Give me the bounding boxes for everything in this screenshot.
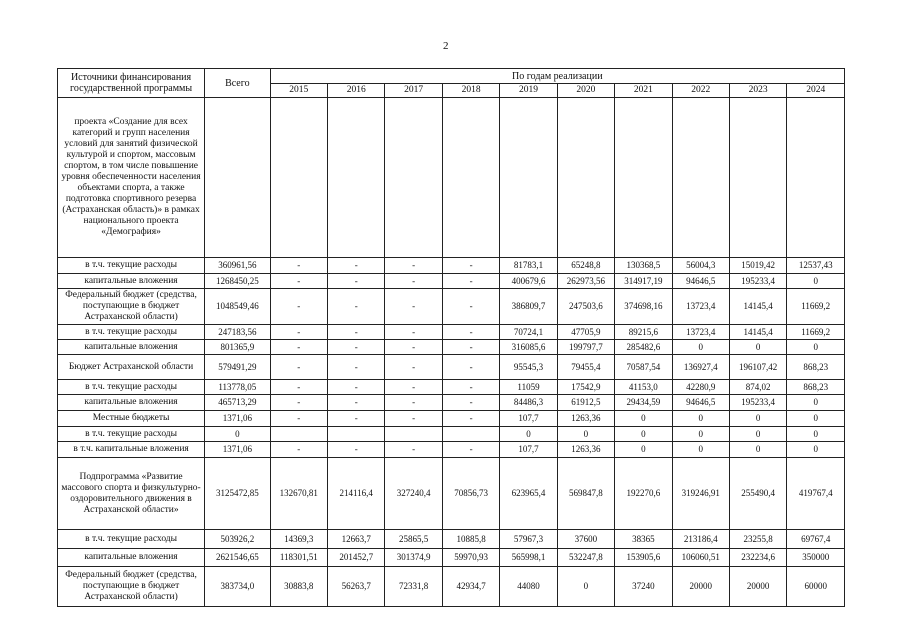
cell-year-value: -	[385, 380, 442, 395]
cell-year-value: -	[385, 395, 442, 411]
cell-year-value: -	[270, 340, 327, 355]
cell-year-value: 285482,6	[615, 340, 672, 355]
cell-total: 0	[205, 427, 270, 442]
table-row	[58, 340, 845, 355]
table-row	[58, 567, 845, 607]
cell-total: 579491,29	[205, 355, 270, 380]
cell-year-value: 42280,9	[672, 380, 729, 395]
cell-year-value: 107,7	[500, 411, 557, 427]
cell-year-value: 565998,1	[500, 549, 557, 567]
cell-year-value: 13723,4	[672, 289, 729, 325]
cell-year-value: 84486,3	[500, 395, 557, 411]
cell-year-value: -	[385, 325, 442, 340]
cell-year-value: -	[385, 355, 442, 380]
cell-year-value	[328, 98, 385, 258]
cell-year-value: 301374,9	[385, 549, 442, 567]
cell-year-value: 60000	[787, 567, 845, 607]
cell-year-value: 0	[787, 427, 845, 442]
cell-year-value: 386809,7	[500, 289, 557, 325]
cell-year-value: -	[328, 380, 385, 395]
cell-year-value: 29434,59	[615, 395, 672, 411]
row-label: в т.ч. текущие расходы	[58, 258, 205, 274]
cell-year-value	[385, 427, 442, 442]
cell-year-value: 262973,56	[557, 274, 614, 289]
cell-year-value: -	[385, 274, 442, 289]
cell-year-value: -	[328, 411, 385, 427]
cell-year-value	[328, 427, 385, 442]
cell-year-value	[270, 427, 327, 442]
cell-year-value: 56263,7	[328, 567, 385, 607]
cell-year-value: 316085,6	[500, 340, 557, 355]
cell-year-value: 44080	[500, 567, 557, 607]
cell-total: 503926,2	[205, 530, 270, 549]
cell-year-value: -	[385, 340, 442, 355]
table-row	[58, 289, 845, 325]
cell-year-value: 94646,5	[672, 274, 729, 289]
cell-year-value: 11669,2	[787, 325, 845, 340]
cell-year-value: 10885,8	[442, 530, 499, 549]
header-year: 2022	[672, 84, 729, 98]
cell-year-value	[385, 98, 442, 258]
cell-year-value: -	[385, 442, 442, 458]
cell-year-value: 23255,8	[729, 530, 786, 549]
cell-year-value: 0	[729, 442, 786, 458]
cell-year-value: 15019,42	[729, 258, 786, 274]
cell-year-value: 214116,4	[328, 458, 385, 530]
table-row	[58, 380, 845, 395]
table-row	[58, 411, 845, 427]
cell-year-value: 70856,73	[442, 458, 499, 530]
cell-year-value: -	[270, 258, 327, 274]
cell-year-value: 0	[787, 340, 845, 355]
cell-year-value: 37240	[615, 567, 672, 607]
cell-year-value: -	[270, 442, 327, 458]
cell-year-value: 350000	[787, 549, 845, 567]
cell-year-value: 874,02	[729, 380, 786, 395]
cell-year-value	[615, 98, 672, 258]
cell-year-value: 319246,91	[672, 458, 729, 530]
header-year: 2018	[442, 84, 499, 98]
cell-year-value: 130368,5	[615, 258, 672, 274]
cell-year-value: -	[385, 289, 442, 325]
cell-total: 247183,56	[205, 325, 270, 340]
cell-year-value: 12537,43	[787, 258, 845, 274]
cell-year-value: 195233,4	[729, 274, 786, 289]
row-label: в т.ч. текущие расходы	[58, 325, 205, 340]
row-label: Бюджет Астраханской области	[58, 355, 205, 380]
cell-total: 3125472,85	[205, 458, 270, 530]
cell-year-value: 213186,4	[672, 530, 729, 549]
row-label: капитальные вложения	[58, 340, 205, 355]
cell-year-value: 868,23	[787, 380, 845, 395]
table-row	[58, 274, 845, 289]
header-year: 2016	[328, 84, 385, 98]
cell-year-value: 72331,8	[385, 567, 442, 607]
row-label: капитальные вложения	[58, 274, 205, 289]
cell-year-value: -	[328, 289, 385, 325]
cell-total: 1048549,46	[205, 289, 270, 325]
cell-year-value: 59970,93	[442, 549, 499, 567]
cell-year-value: -	[442, 395, 499, 411]
cell-year-value: -	[270, 289, 327, 325]
cell-year-value: -	[442, 325, 499, 340]
header-year: 2021	[615, 84, 672, 98]
cell-total: 360961,56	[205, 258, 270, 274]
cell-year-value: 25865,5	[385, 530, 442, 549]
header-year: 2024	[787, 84, 845, 98]
cell-year-value: 232234,6	[729, 549, 786, 567]
cell-total: 383734,0	[205, 567, 270, 607]
cell-year-value: 38365	[615, 530, 672, 549]
cell-year-value: 0	[615, 442, 672, 458]
row-label: Местные бюджеты	[58, 411, 205, 427]
cell-year-value: -	[442, 274, 499, 289]
cell-year-value	[729, 98, 786, 258]
cell-year-value: 192270,6	[615, 458, 672, 530]
cell-year-value: -	[328, 258, 385, 274]
cell-year-value: -	[442, 258, 499, 274]
cell-year-value: 79455,4	[557, 355, 614, 380]
cell-year-value: 532247,8	[557, 549, 614, 567]
row-label: капитальные вложения	[58, 549, 205, 567]
table-row	[58, 395, 845, 411]
cell-year-value: 195233,4	[729, 395, 786, 411]
cell-year-value: 20000	[729, 567, 786, 607]
cell-year-value: 0	[672, 442, 729, 458]
cell-year-value: -	[270, 325, 327, 340]
table-row	[58, 530, 845, 549]
row-label: капитальные вложения	[58, 395, 205, 411]
cell-total: 2621546,65	[205, 549, 270, 567]
cell-total: 801365,9	[205, 340, 270, 355]
cell-year-value: 81783,1	[500, 258, 557, 274]
cell-year-value: -	[385, 411, 442, 427]
cell-year-value	[270, 98, 327, 258]
cell-year-value: 94646,5	[672, 395, 729, 411]
cell-year-value: 0	[787, 442, 845, 458]
cell-year-value: 14369,3	[270, 530, 327, 549]
cell-year-value: 247503,6	[557, 289, 614, 325]
cell-year-value: 70587,54	[615, 355, 672, 380]
cell-year-value: 0	[787, 411, 845, 427]
cell-year-value: 106060,51	[672, 549, 729, 567]
cell-year-value	[500, 98, 557, 258]
table-row	[58, 258, 845, 274]
cell-year-value	[442, 98, 499, 258]
cell-year-value: 569847,8	[557, 458, 614, 530]
table-row	[58, 355, 845, 380]
cell-year-value: 0	[557, 567, 614, 607]
cell-year-value: 199797,7	[557, 340, 614, 355]
cell-year-value: 89215,6	[615, 325, 672, 340]
cell-year-value: 14145,4	[729, 289, 786, 325]
cell-year-value: 14145,4	[729, 325, 786, 340]
cell-year-value: 0	[729, 340, 786, 355]
cell-year-value: 69767,4	[787, 530, 845, 549]
header-source: Источники финансирования государственной программы	[58, 69, 205, 98]
cell-year-value	[787, 98, 845, 258]
cell-year-value: -	[328, 274, 385, 289]
cell-year-value: 327240,4	[385, 458, 442, 530]
cell-year-value: -	[328, 442, 385, 458]
cell-year-value: 255490,4	[729, 458, 786, 530]
cell-year-value: 0	[500, 427, 557, 442]
header-year: 2019	[500, 84, 557, 98]
cell-total	[205, 98, 270, 258]
table-row	[58, 325, 845, 340]
cell-year-value: -	[442, 442, 499, 458]
cell-year-value: 56004,3	[672, 258, 729, 274]
table-row	[58, 549, 845, 567]
cell-year-value: -	[328, 325, 385, 340]
cell-year-value: 118301,51	[270, 549, 327, 567]
cell-year-value: -	[270, 274, 327, 289]
cell-year-value: 20000	[672, 567, 729, 607]
cell-year-value: 0	[672, 411, 729, 427]
cell-year-value: 374698,16	[615, 289, 672, 325]
cell-year-value: 57967,3	[500, 530, 557, 549]
cell-year-value	[442, 427, 499, 442]
cell-year-value: 201452,7	[328, 549, 385, 567]
row-label: проекта «Создание для всех категорий и групп населения условий для занятий физической культурой и спортом, массовым спортом, в том числе повышение уровня обеспеченности населения объектами спорта, а также подготовка спортивного резерва (Астраханская область)» в рамках национального проекта «Демография»	[58, 98, 205, 258]
page-number: 2	[443, 40, 449, 52]
cell-year-value: 0	[615, 427, 672, 442]
cell-year-value: 1263,36	[557, 442, 614, 458]
row-label: в т.ч. текущие расходы	[58, 427, 205, 442]
cell-total: 1371,06	[205, 442, 270, 458]
cell-year-value: 0	[615, 411, 672, 427]
cell-year-value: 95545,3	[500, 355, 557, 380]
cell-year-value: -	[270, 380, 327, 395]
cell-year-value: 0	[787, 395, 845, 411]
cell-year-value: 61912,5	[557, 395, 614, 411]
cell-year-value: 65248,8	[557, 258, 614, 274]
cell-year-value: 70724,1	[500, 325, 557, 340]
header-year: 2015	[270, 84, 327, 98]
cell-total: 1268450,25	[205, 274, 270, 289]
cell-year-value: 0	[787, 274, 845, 289]
cell-year-value: -	[270, 355, 327, 380]
cell-year-value: 314917,19	[615, 274, 672, 289]
cell-year-value: 868,23	[787, 355, 845, 380]
header-year: 2020	[557, 84, 614, 98]
cell-year-value: -	[442, 289, 499, 325]
table-row	[58, 98, 845, 258]
cell-year-value	[557, 98, 614, 258]
row-label: в т.ч. капитальные вложения	[58, 442, 205, 458]
cell-year-value: -	[270, 395, 327, 411]
budget-table	[57, 68, 845, 607]
cell-year-value: -	[442, 380, 499, 395]
cell-year-value: -	[328, 395, 385, 411]
cell-year-value: 12663,7	[328, 530, 385, 549]
cell-year-value: 42934,7	[442, 567, 499, 607]
cell-year-value: 13723,4	[672, 325, 729, 340]
header-years-group: По годам реализации	[270, 69, 844, 84]
row-label: Федеральный бюджет (средства, поступающие в бюджет Астраханской области)	[58, 567, 205, 607]
header-year: 2023	[729, 84, 786, 98]
header-year: 2017	[385, 84, 442, 98]
cell-year-value	[672, 98, 729, 258]
cell-year-value: 153905,6	[615, 549, 672, 567]
cell-year-value: 17542,9	[557, 380, 614, 395]
cell-year-value: 623965,4	[500, 458, 557, 530]
cell-year-value: 1263,36	[557, 411, 614, 427]
cell-year-value: 0	[672, 427, 729, 442]
cell-year-value: 0	[729, 427, 786, 442]
cell-year-value: 196107,42	[729, 355, 786, 380]
row-label: в т.ч. текущие расходы	[58, 380, 205, 395]
cell-year-value: -	[328, 355, 385, 380]
row-label: в т.ч. текущие расходы	[58, 530, 205, 549]
cell-year-value: -	[442, 340, 499, 355]
cell-year-value: 136927,4	[672, 355, 729, 380]
cell-year-value: -	[328, 340, 385, 355]
cell-year-value: 11059	[500, 380, 557, 395]
cell-year-value: 0	[672, 340, 729, 355]
cell-year-value: -	[442, 355, 499, 380]
table-row	[58, 458, 845, 530]
cell-year-value: -	[442, 411, 499, 427]
cell-year-value: 419767,4	[787, 458, 845, 530]
cell-total: 113778,05	[205, 380, 270, 395]
cell-year-value: 37600	[557, 530, 614, 549]
table-row	[58, 442, 845, 458]
header-total: Всего	[205, 69, 270, 98]
cell-year-value: 11669,2	[787, 289, 845, 325]
cell-year-value: 0	[557, 427, 614, 442]
cell-year-value: 47705,9	[557, 325, 614, 340]
cell-total: 1371,06	[205, 411, 270, 427]
row-label: Федеральный бюджет (средства, поступающие в бюджет Астраханской области)	[58, 289, 205, 325]
cell-year-value: -	[385, 258, 442, 274]
cell-year-value: 41153,0	[615, 380, 672, 395]
cell-total: 465713,29	[205, 395, 270, 411]
cell-year-value: 400679,6	[500, 274, 557, 289]
cell-year-value: 0	[729, 411, 786, 427]
cell-year-value: 107,7	[500, 442, 557, 458]
row-label: Подпрограмма «Развитие массового спорта и физкультурно-оздоровительного движения в Астраханской области»	[58, 458, 205, 530]
cell-year-value: 30883,8	[270, 567, 327, 607]
cell-year-value: 132670,81	[270, 458, 327, 530]
table-row	[58, 427, 845, 442]
cell-year-value: -	[270, 411, 327, 427]
